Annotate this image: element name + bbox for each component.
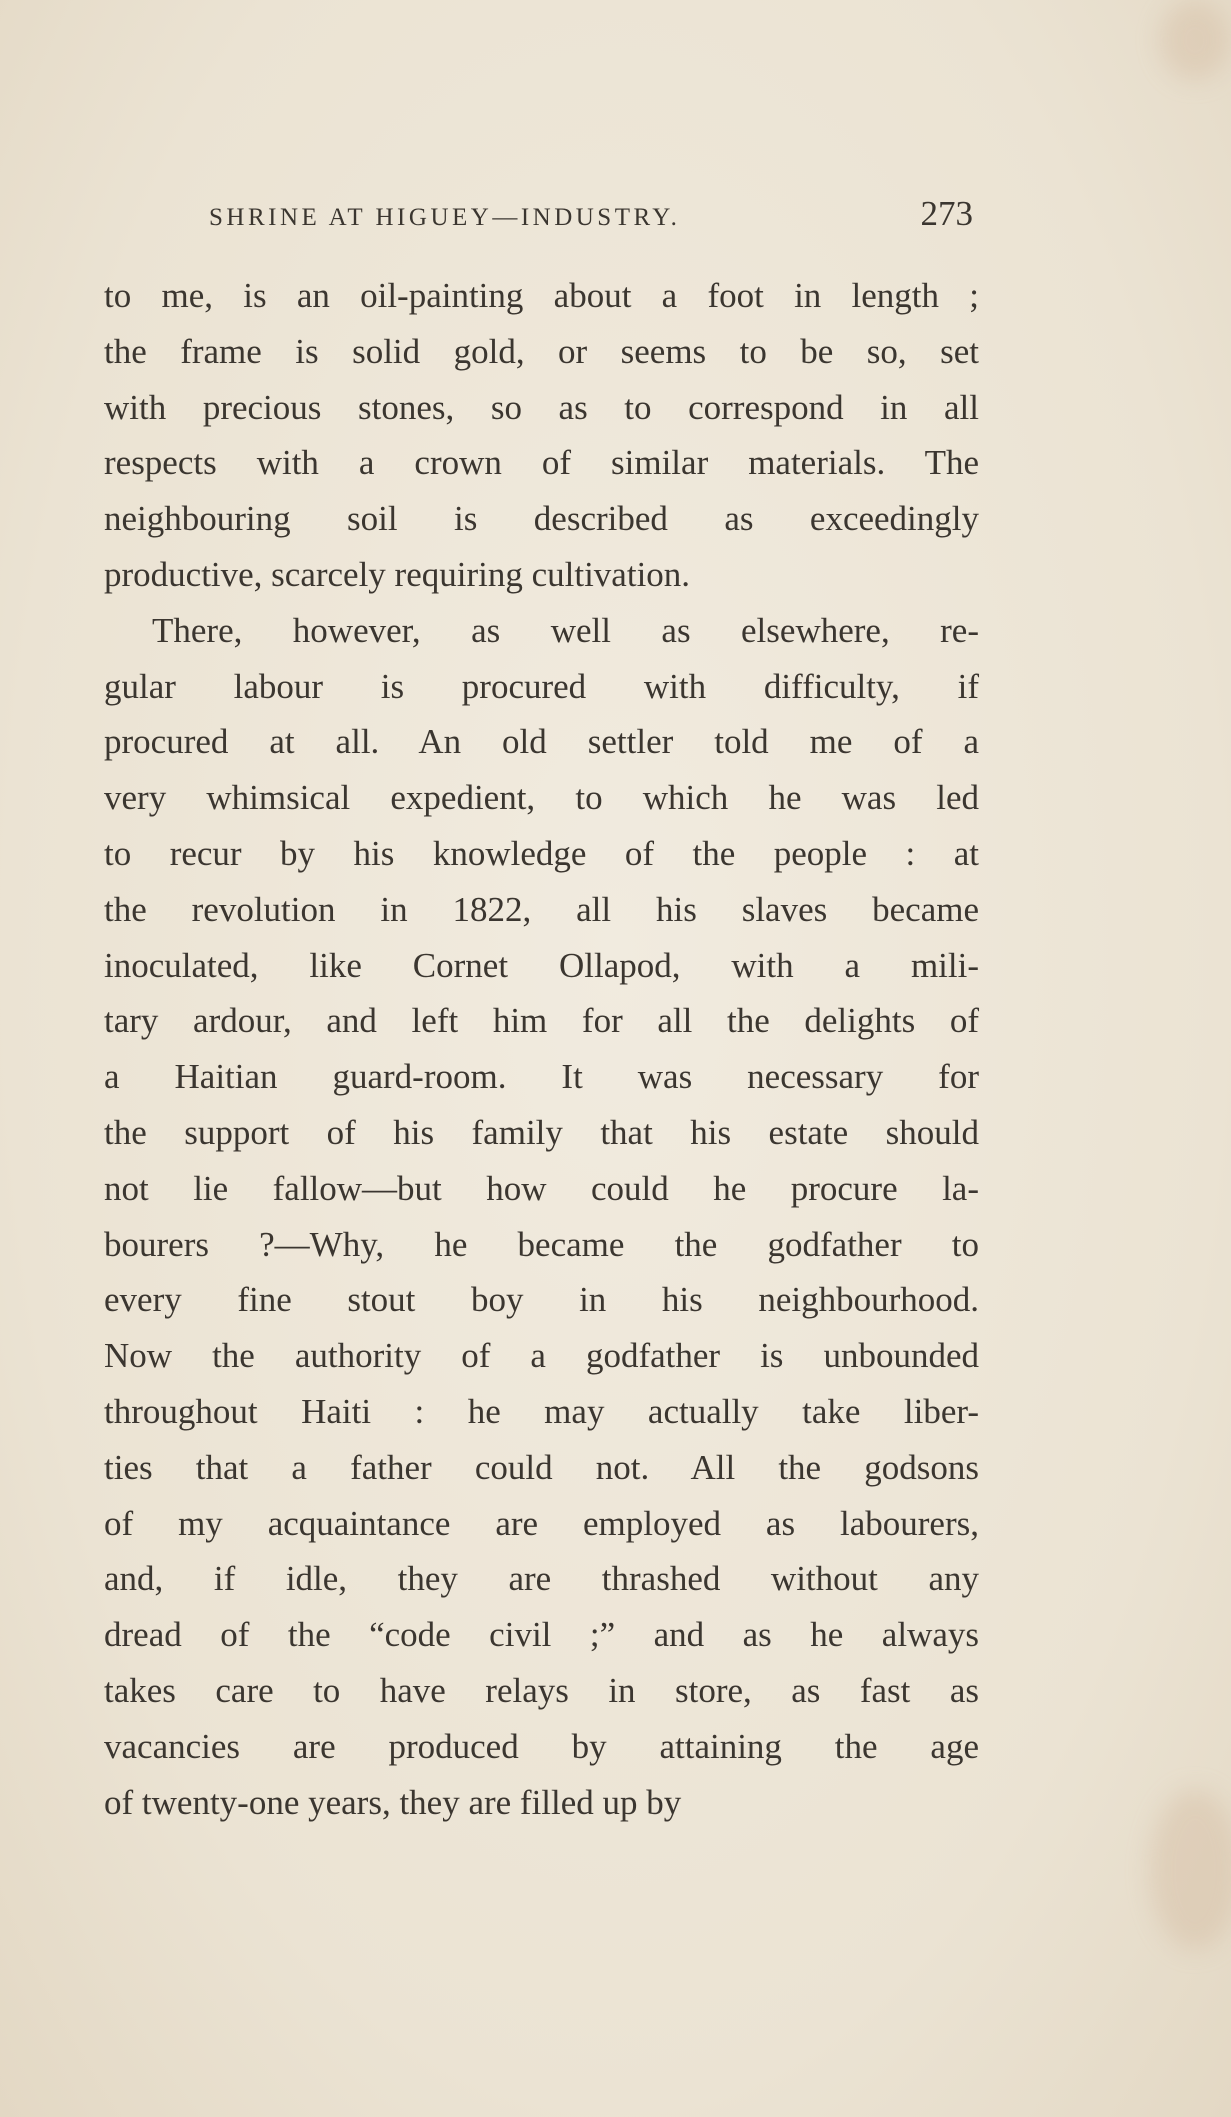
text-line-content: a Haitian guard-room. It was necessary for [104, 1057, 979, 1097]
running-title: SHRINE AT HIGUEY—INDUSTRY. [209, 204, 681, 231]
text-line [104, 1551, 979, 1607]
text-line [104, 1440, 979, 1496]
text-line-content: neighbouring soil is described as exceedingly [104, 499, 979, 539]
text-line-content: bourers ?—Why, he became the godfather to [104, 1224, 979, 1264]
text-line-content: every fine stout boy in his neighbourhood. [104, 1280, 979, 1320]
page-number: 273 [920, 194, 973, 233]
text-line [104, 268, 979, 324]
text-line-content: of twenty-one years, they are filled up by [104, 1782, 682, 1822]
text-line-content: to me, is an oil-painting about a foot in length ; [104, 276, 979, 315]
text-line [104, 603, 979, 659]
text-line-content: productive, scarcely requiring cultivation. [104, 554, 691, 594]
text-line [104, 1775, 979, 1831]
text-line-content: dread of the “code civil ;” and as he always [104, 1615, 979, 1655]
text-line-content: There, however, as well as elsewhere, re- [152, 610, 979, 650]
text-line [104, 882, 979, 938]
text-line [104, 1328, 979, 1384]
text-line [104, 1496, 979, 1552]
text-line-content: Now the authority of a godfather is unbounded [104, 1336, 979, 1376]
page-header [104, 194, 979, 242]
text-line-content: the frame is solid gold, or seems to be so, set [104, 331, 979, 371]
paragraph [104, 268, 979, 603]
text-line-content: tary ardour, and left him for all the delights of [104, 1001, 979, 1041]
text-line-content: procured at all. An old settler told me of a [104, 722, 979, 762]
text-line-content: throughout Haiti : he may actually take liber- [104, 1391, 979, 1431]
text-line-content: of my acquaintance are employed as labourers, [104, 1503, 979, 1543]
text-line-content: and, if idle, they are thrashed without any [104, 1559, 979, 1599]
text-line [104, 1272, 979, 1328]
text-line [104, 826, 979, 882]
text-line-content: not lie fallow—but how could he procure la- [104, 1168, 979, 1208]
text-line-content: vacancies are produced by attaining the age [104, 1726, 979, 1766]
text-line [104, 435, 979, 491]
text-line [104, 1384, 979, 1440]
body-text [104, 268, 979, 1830]
text-line [104, 659, 979, 715]
text-line-content: with precious stones, so as to correspond in all [104, 387, 979, 427]
text-line [104, 1105, 979, 1161]
text-line [104, 491, 979, 547]
text-line [104, 1161, 979, 1217]
text-line-content: respects with a crown of similar materials. The [104, 443, 979, 483]
text-line [104, 938, 979, 994]
text-line [104, 1049, 979, 1105]
text-line [104, 324, 979, 380]
text-line [104, 1719, 979, 1775]
text-line-content: the support of his family that his estate should [104, 1112, 979, 1152]
text-line-content: inoculated, like Cornet Ollapod, with a mili- [104, 945, 979, 985]
text-line-content: gular labour is procured with difficulty, if [104, 666, 979, 706]
paragraph [104, 603, 979, 1831]
text-line [104, 380, 979, 436]
paper-stain [1160, 0, 1230, 80]
text-line-content: ties that a father could not. All the godsons [104, 1447, 979, 1487]
text-line [104, 1217, 979, 1273]
text-line [104, 1607, 979, 1663]
text-line-content: the revolution in 1822, all his slaves became [104, 889, 979, 929]
text-line-content: very whimsical expedient, to which he was led [104, 778, 979, 818]
text-line [104, 714, 979, 770]
text-line [104, 1663, 979, 1719]
text-line [104, 770, 979, 826]
text-line [104, 993, 979, 1049]
text-line-content: to recur by his knowledge of the people : at [104, 833, 979, 873]
paper-stain [1150, 1790, 1231, 1950]
text-line [104, 547, 979, 603]
text-line-content: takes care to have relays in store, as fast as [104, 1670, 979, 1710]
